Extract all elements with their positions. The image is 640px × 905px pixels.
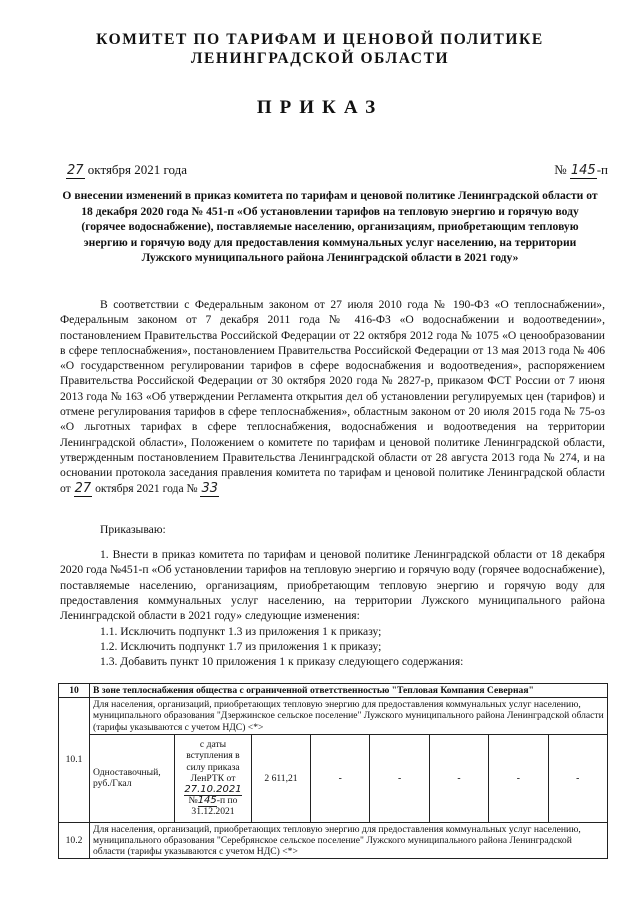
rate-type: Одноставочный, руб./Гкал [90, 734, 175, 822]
row-number: 10 [59, 684, 90, 698]
row-number: 10.2 [59, 822, 90, 859]
period-end: -п по 31.12.2021 [191, 795, 238, 818]
row-number: 10.1 [59, 698, 90, 823]
consumer-description: Для населения, организаций, приобретающих тепловую энергию для предоставления коммунальных услуг населению, муниципального образования "Серебрянское сельское поселение" Лужского муниципального района Ленинградской области (тарифы указываются с учетом НДС) <*> [90, 822, 608, 859]
table-row [59, 698, 608, 735]
preamble-tail: октября 2021 года № [95, 481, 198, 495]
handwritten-protocol-number: 33 [201, 480, 219, 496]
empty-cell: - [370, 734, 429, 822]
table-row [59, 734, 608, 822]
tariff-value: 2 611,21 [252, 734, 311, 822]
number-suffix: -п [596, 162, 608, 177]
consumer-description: Для населения, организаций, приобретающих тепловую энергию для предоставления коммунальных услуг населению, муниципального образования "Дзержинское сельское поселение" Лужского муниципального района Ленинградской области (тарифы указываются с учетом НДС) <*> [90, 698, 608, 735]
handwritten-period-date: 27.10.2021 [184, 783, 242, 795]
handwritten-protocol-day: 27 [74, 480, 92, 496]
empty-cell: - [489, 734, 548, 822]
org-line-2: ЛЕНИНГРАДСКОЙ ОБЛАСТИ [190, 50, 450, 67]
handwritten-number: 145 [570, 163, 596, 178]
empty-cell: - [548, 734, 608, 822]
date-rest: октября 2021 года [87, 162, 188, 177]
order-word: Приказываю: [100, 523, 166, 536]
handwritten-period-number: 145 [197, 795, 217, 807]
handwritten-day: 27 [67, 163, 84, 178]
period-number-prefix: № [188, 795, 198, 807]
preamble-text: В соответствии с Федеральным законом от 27 июля 2010 года № 190-ФЗ «О теплоснабжении», Федеральным законом от 7 декабря 2011 года № 416-ФЗ «О водоснабжении и водоотведении», постановлением Правительства Российской Федерации от 22 октября 2012 года № 1075 «О ценообразовании в сфере теплоснабжения», постановлением Правительства Российской Федерации от 13 мая 2013 года № 406 «О государственном регулировании тарифов в сфере водоснабжения и водоотведения», распоряжением Правительства Российской Федерации от 30 октября 2020 года № 2827-р, приказом ФСТ России от 7 июня 2013 года № 163 «Об утверждении Регламента открытия дел об установлении регулируемых цен (тарифов) и отмене регулирования тарифов в сфере теплоснабжения», областным законом от 20 июля 2015 года № 75-оз «О льготных тарифах в сфере теплоснабжения, водоснабжения и водоотведения на территории Ленинградской области», Положением о комитете по тарифам и ценовой политике Ленинградской области, утвержденным постановлением Правительства Ленинградской области от 28 августа 2013 года № 274, и на основании протокола заседания правления комитета по тарифам и ценовой политике Ленинградской области от [60, 298, 605, 495]
subitem-1-3: 1.3. Добавить пункт 10 приложения 1 к приказу следующего содержания: [100, 655, 464, 668]
organization-name [0, 30, 640, 68]
number-prefix: № [554, 162, 567, 177]
document-title: ПРИКАЗ [256, 97, 384, 118]
tariff-table [58, 683, 608, 859]
org-line-1: КОМИТЕТ ПО ТАРИФАМ И ЦЕНОВОЙ ПОЛИТИКЕ [96, 31, 544, 48]
empty-cell: - [311, 734, 370, 822]
table-row [59, 684, 608, 698]
subitem-1-2: 1.2. Исключить подпункт 1.7 из приложения 1 к приказу; [100, 640, 382, 653]
validity-period [175, 734, 252, 822]
preamble-paragraph [60, 297, 605, 496]
order-subject: О внесении изменений в приказ комитета по тарифам и ценовой политике Ленинградской области от 18 декабря 2020 года № 451-п «Об установлении тарифов на тепловую энергию и горячую воду (горячее водоснабжение), поставляемые населению, организациям, приобретающим тепловую энергию и горячую воду для предоставления коммунальных услуг населению, на территории Лужского муниципального района Ленинградской области в 2021 году» [62, 189, 598, 265]
item-1-paragraph: 1. Внести в приказ комитета по тарифам и ценовой политике Ленинградской области от 18 декабря 2020 года №451-п «Об установлении тарифов на тепловую энергию и горячую воду (горячее водоснабжение), поставляемые населению, организациям, приобретающим тепловую энергию и горячую воду для предоставления коммунальных услуг населению, на территории Лужского муниципального района Ленинградской области в 2021 году» следующие изменения: [60, 548, 605, 623]
period-start: с даты вступления в силу приказа ЛенРТК от [186, 739, 240, 784]
zone-heading: В зоне теплоснабжения общества с ограниченной ответственностью "Тепловая Компания Северная" [90, 684, 608, 698]
subitem-1-1: 1.1. Исключить подпункт 1.3 из приложения 1 к приказу; [100, 625, 382, 638]
empty-cell: - [429, 734, 488, 822]
order-date [66, 162, 187, 178]
table-row [59, 822, 608, 859]
order-number [554, 162, 608, 178]
